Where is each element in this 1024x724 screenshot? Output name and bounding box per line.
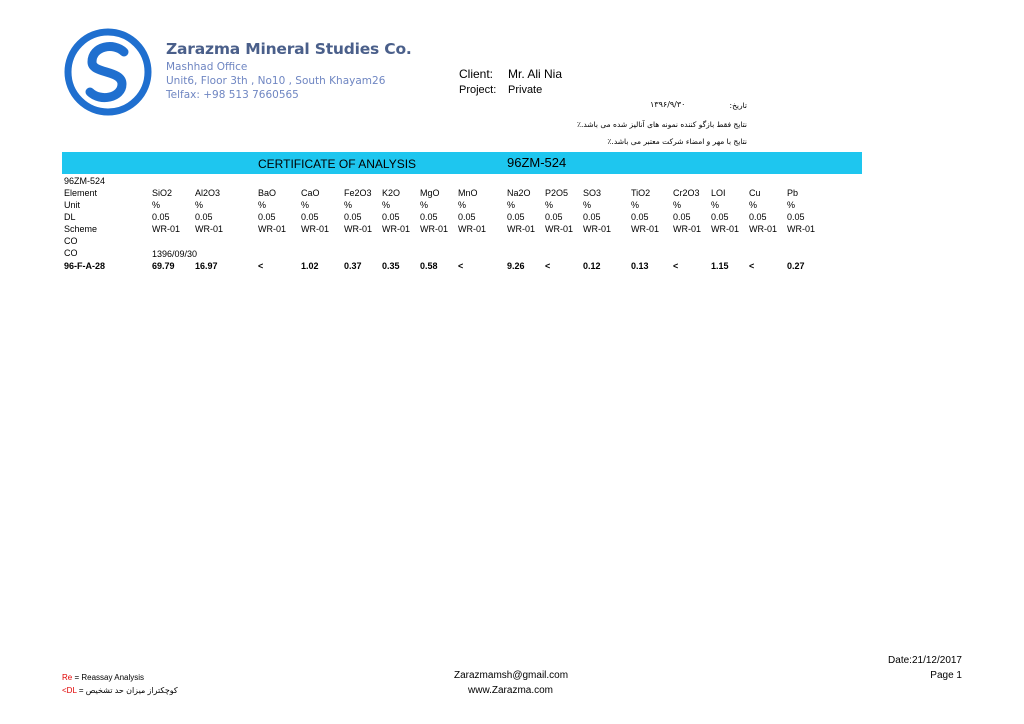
result-cell: 0.13 xyxy=(631,261,649,271)
dl-cell: 0.05 xyxy=(458,212,476,222)
dl-text: = کوچکتراز میزان حد تشخیص xyxy=(76,686,178,695)
dl-cell: 0.05 xyxy=(195,212,213,222)
unit-cell: % xyxy=(301,200,310,210)
element-header: SO3 xyxy=(583,188,602,198)
scheme-cell: WR-01 xyxy=(420,224,449,234)
result-cell: 1.15 xyxy=(711,261,729,271)
persian-date-value: ۱۳۹۶/۹/۳۰ xyxy=(650,100,686,109)
project-value: Private xyxy=(508,84,543,96)
dl-cell: 0.05 xyxy=(301,212,319,222)
project-label: Project: xyxy=(459,84,497,96)
element-header: CaO xyxy=(301,188,320,198)
element-header: Fe2O3 xyxy=(344,188,372,198)
certificate-title: CERTIFICATE OF ANALYSIS xyxy=(258,157,417,171)
element-header: TiO2 xyxy=(631,188,651,198)
dl-cell: 0.05 xyxy=(673,212,691,222)
unit-cell: % xyxy=(787,200,796,210)
unit-cell: % xyxy=(545,200,554,210)
company-telfax: Telfax: +98 513 7660565 xyxy=(166,89,299,101)
batch-id: 96ZM-524 xyxy=(64,176,106,186)
row-label-element: Element xyxy=(64,188,98,198)
reassay-legend xyxy=(62,673,144,682)
element-header: K2O xyxy=(382,188,401,198)
result-cell: < xyxy=(673,261,679,271)
unit-cell: % xyxy=(631,200,640,210)
result-cell: 0.37 xyxy=(344,261,362,271)
unit-cell: % xyxy=(507,200,516,210)
element-header: MnO xyxy=(458,188,478,198)
result-cell: 9.26 xyxy=(507,261,525,271)
dl-cell: 0.05 xyxy=(787,212,805,222)
element-header: Al2O3 xyxy=(195,188,221,198)
scheme-cell: WR-01 xyxy=(507,224,536,234)
scheme-cell: WR-01 xyxy=(711,224,740,234)
reassay-text: = Reassay Analysis xyxy=(72,673,145,682)
dl-cell: 0.05 xyxy=(344,212,362,222)
result-cell: 1.02 xyxy=(301,261,319,271)
company-address: Unit6, Floor 3th , No10 , South Khayam26 xyxy=(166,75,386,87)
note-line-1: نتایج فقط بازگو کننده نمونه های آنالیز شده می باشد.٪ xyxy=(576,120,747,129)
result-cell: < xyxy=(545,261,551,271)
certificate-banner xyxy=(62,152,862,174)
company-name: Zarazma Mineral Studies Co. xyxy=(166,40,412,58)
row-label-unit: Unit xyxy=(64,200,81,210)
dl-cell: 0.05 xyxy=(258,212,276,222)
result-cell: 0.58 xyxy=(420,261,438,271)
unit-cell: % xyxy=(382,200,391,210)
dl-key: <DL xyxy=(62,686,77,695)
unit-cell: % xyxy=(258,200,267,210)
unit-cell: % xyxy=(458,200,467,210)
footer-website: www.Zarazma.com xyxy=(468,685,554,696)
scheme-cell: WR-01 xyxy=(258,224,287,234)
element-header: BaO xyxy=(258,188,277,198)
element-header: SiO2 xyxy=(152,188,173,198)
unit-cell: % xyxy=(420,200,429,210)
scheme-cell: WR-01 xyxy=(545,224,574,234)
footer-date: Date:21/12/2017 xyxy=(888,655,962,666)
result-cell: < xyxy=(258,261,264,271)
unit-cell: % xyxy=(583,200,592,210)
scheme-cell: WR-01 xyxy=(344,224,373,234)
result-cell: 69.79 xyxy=(152,261,175,271)
element-header: MgO xyxy=(420,188,440,198)
element-header: Cu xyxy=(749,188,761,198)
element-header: Cr2O3 xyxy=(673,188,700,198)
result-cell: < xyxy=(458,261,464,271)
sample-id: 96-F-A-28 xyxy=(64,261,106,271)
dl-cell: 0.05 xyxy=(631,212,649,222)
dl-cell: 0.05 xyxy=(545,212,563,222)
persian-date-label: تاریخ: xyxy=(729,101,747,110)
dl-cell: 0.05 xyxy=(583,212,601,222)
dl-cell: 0.05 xyxy=(420,212,438,222)
result-cell: 0.27 xyxy=(787,261,805,271)
client-value: Mr. Ali Nia xyxy=(508,67,563,81)
row-label-co: CO xyxy=(64,248,78,258)
scheme-cell: WR-01 xyxy=(787,224,816,234)
scheme-cell: WR-01 xyxy=(382,224,411,234)
result-cell: < xyxy=(749,261,755,271)
scheme-cell: WR-01 xyxy=(301,224,330,234)
unit-cell: % xyxy=(673,200,682,210)
row-label-co: CO xyxy=(64,236,78,246)
result-cell: 0.12 xyxy=(583,261,601,271)
unit-cell: % xyxy=(344,200,353,210)
scheme-cell: WR-01 xyxy=(152,224,181,234)
element-header: Na2O xyxy=(507,188,531,198)
row-label-scheme: Scheme xyxy=(64,224,98,234)
row-label-dl: DL xyxy=(64,212,76,222)
scheme-cell: WR-01 xyxy=(673,224,702,234)
company-logo xyxy=(62,28,154,116)
unit-cell: % xyxy=(711,200,720,210)
scheme-cell: WR-01 xyxy=(583,224,612,234)
dl-cell: 0.05 xyxy=(152,212,170,222)
unit-cell: % xyxy=(195,200,204,210)
footer-email: Zarazmamsh@gmail.com xyxy=(454,670,569,681)
co-date: 1396/09/30 xyxy=(152,249,198,259)
reassay-key: Re xyxy=(62,673,73,682)
note-line-2: نتایج با مهر و امضاء شرکت معتبر می باشد.٪ xyxy=(607,137,747,146)
result-cell: 16.97 xyxy=(195,261,218,271)
dl-cell: 0.05 xyxy=(711,212,729,222)
scheme-cell: WR-01 xyxy=(458,224,487,234)
scheme-cell: WR-01 xyxy=(749,224,778,234)
page-number: Page 1 xyxy=(930,670,962,681)
element-header: LOI xyxy=(711,188,726,198)
dl-cell: 0.05 xyxy=(382,212,400,222)
client-label: Client: xyxy=(459,67,494,81)
scheme-cell: WR-01 xyxy=(631,224,660,234)
scheme-cell: WR-01 xyxy=(195,224,224,234)
company-office: Mashhad Office xyxy=(166,61,248,73)
element-header: Pb xyxy=(787,188,799,198)
element-header: P2O5 xyxy=(545,188,569,198)
unit-cell: % xyxy=(749,200,758,210)
certificate-code: 96ZM-524 xyxy=(507,155,567,170)
result-cell: 0.35 xyxy=(382,261,400,271)
unit-cell: % xyxy=(152,200,161,210)
dl-cell: 0.05 xyxy=(507,212,525,222)
dl-legend xyxy=(62,686,178,695)
dl-cell: 0.05 xyxy=(749,212,767,222)
